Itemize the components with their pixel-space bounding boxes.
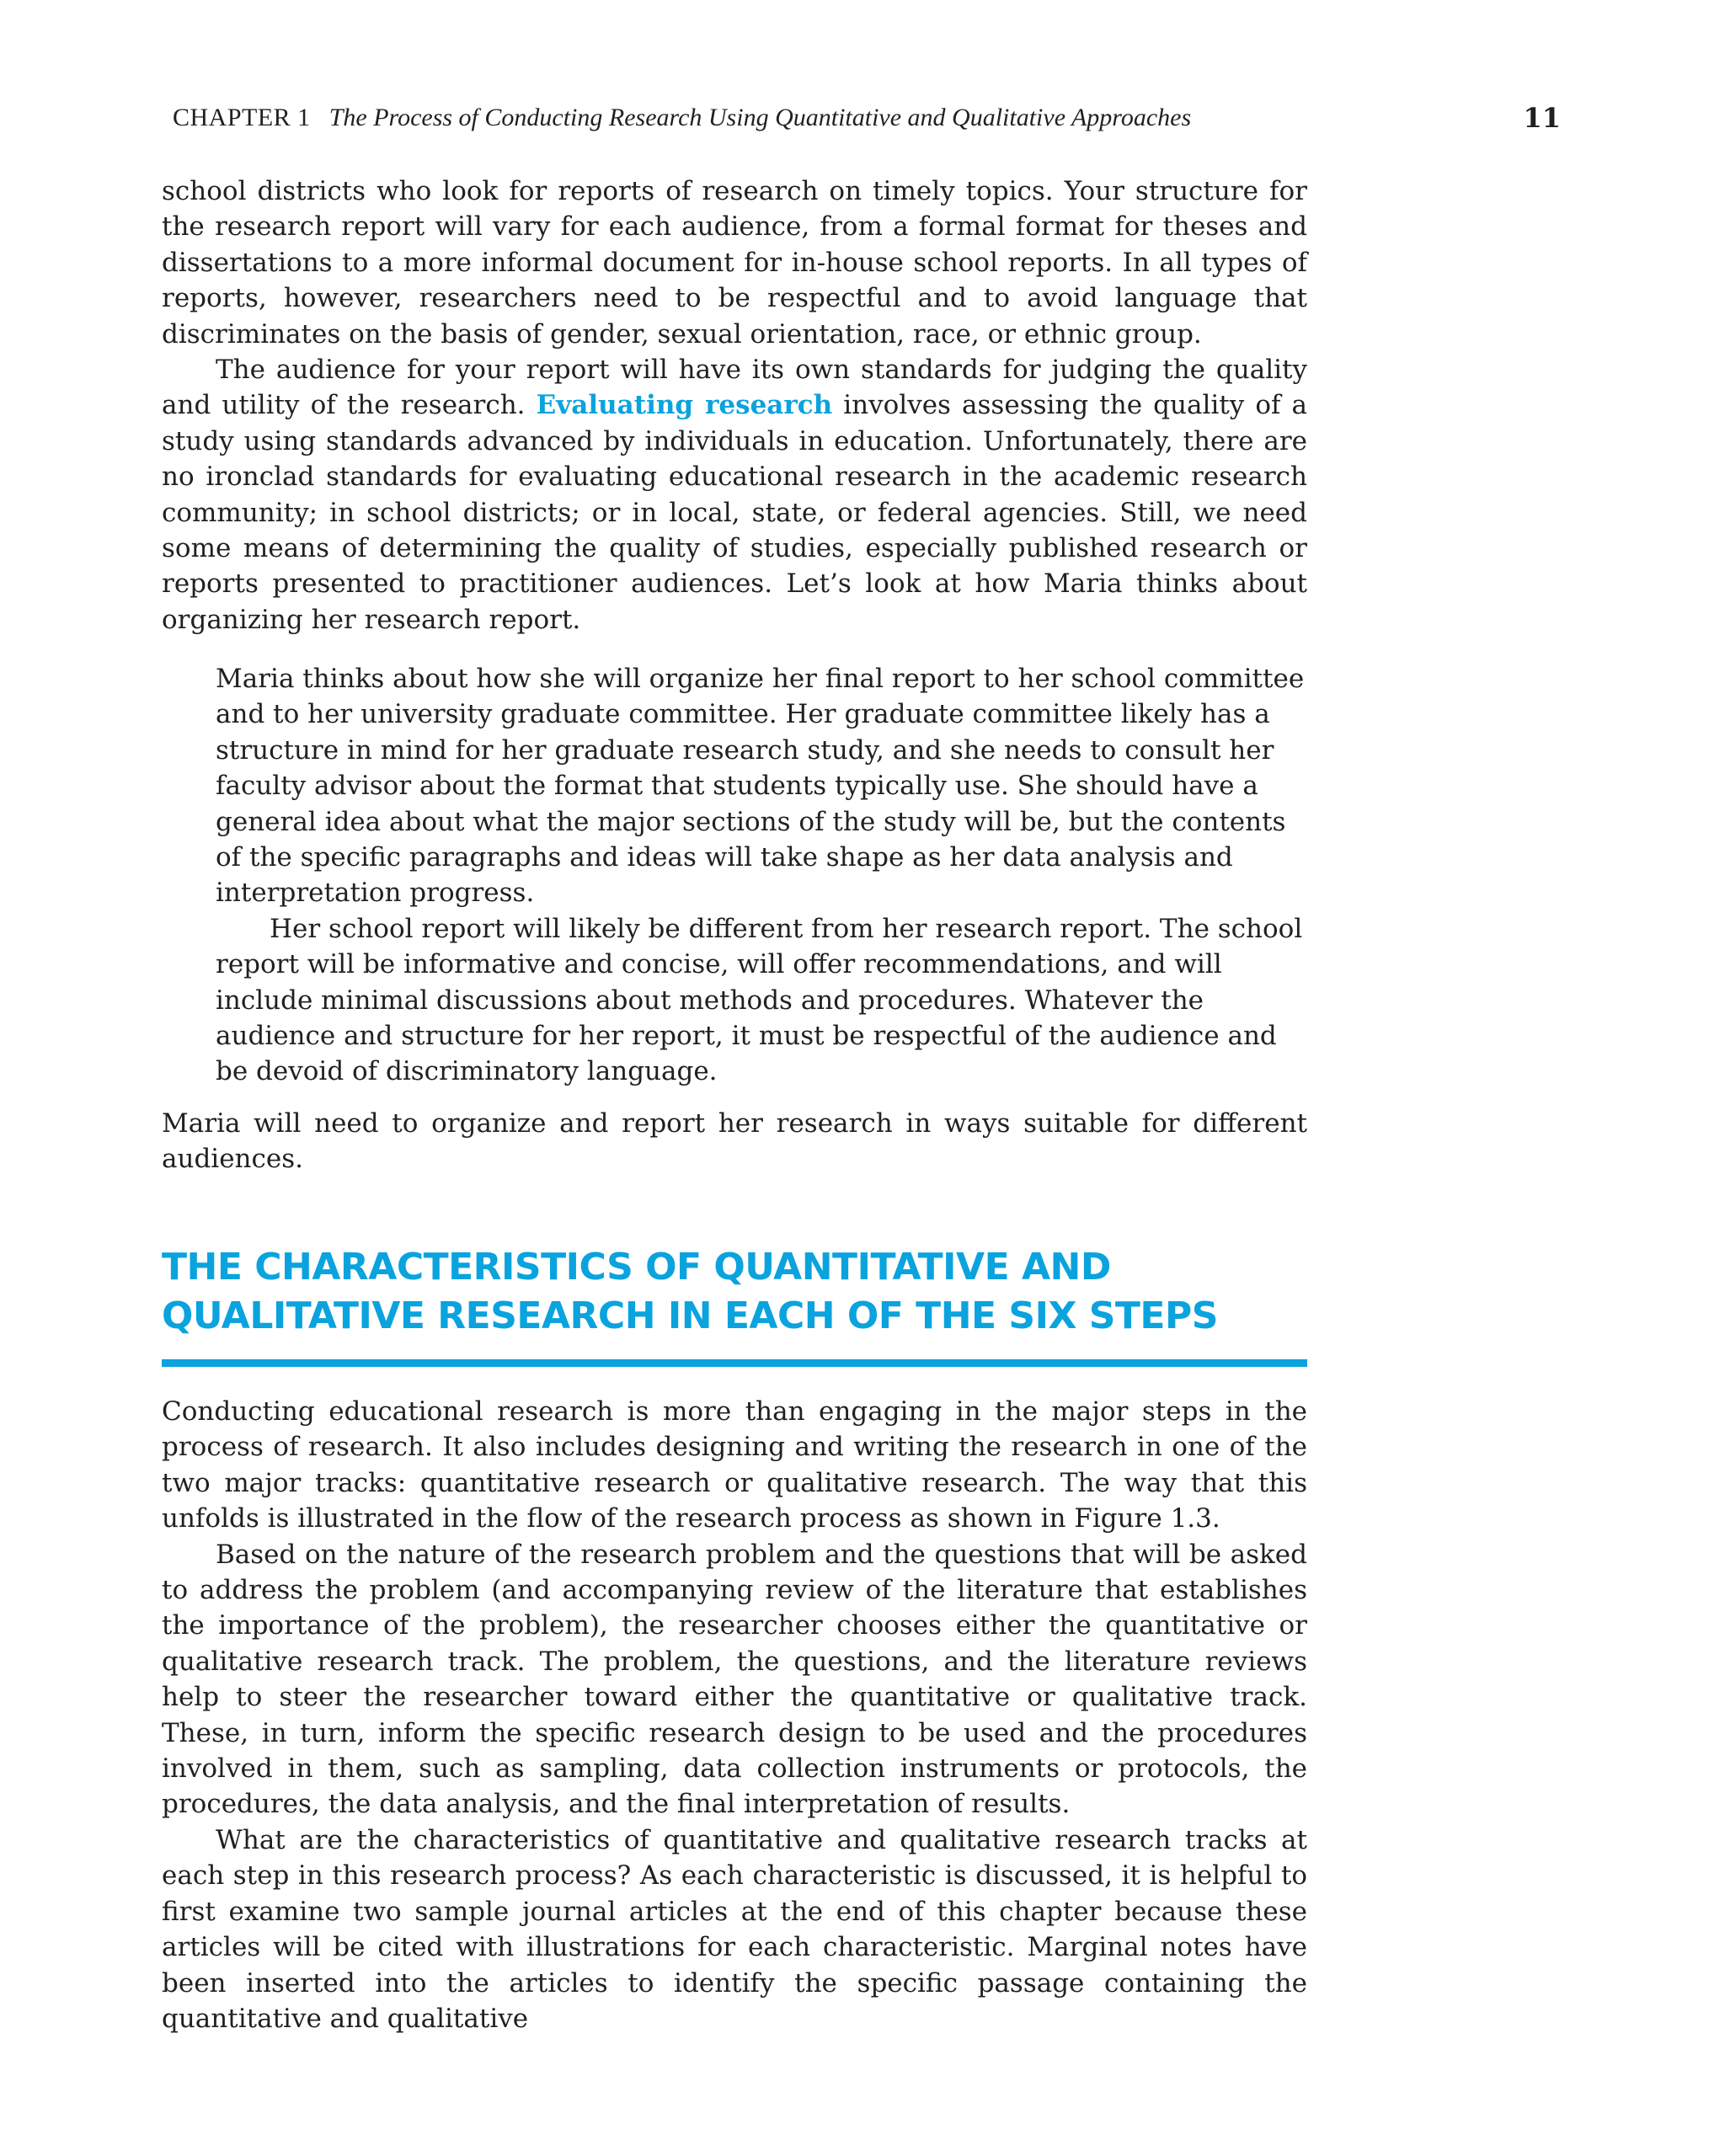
maria-vignette xyxy=(216,661,1307,1090)
vignette-paragraph: Maria thinks about how she will organize her final report to her school committee and to her university graduate committee. Her graduate committee likely has a structure in mind for her graduate research study, and she needs to consult her faculty advisor about the format that students typically use. She should have a general idea about what the major sections of the study will be, but the contents of the specific paragraphs and ideas will take shape as her data analysis and interpretation progress. xyxy=(216,664,1305,909)
running-head xyxy=(173,99,1561,136)
paragraph-evaluating-research xyxy=(162,352,1307,638)
vignette-paragraph: Her school report will likely be different from her research report. The school report will be informative and concise, will offer recommendations, and will include minimal discussions about methods and procedures. Whatever the audience and structure for her report, it must be respectful of the audience and be devoid of discriminatory language. xyxy=(216,913,1303,1087)
paragraph-text: The audience for your report will have its own standards for judging the quality and utility of the research. xyxy=(162,355,1307,421)
section-heading-line: QUALITATIVE RESEARCH IN EACH OF THE SIX STEPS xyxy=(162,1294,1218,1337)
chapter-title: The Process of Conducting Research Using Quantitative and Qualitative Approaches xyxy=(328,104,1192,131)
paragraph: Based on the nature of the research problem and the questions that will be asked to address the problem (and accompanying review of the literature that establishes the importance of the problem), the researcher chooses either the quantitative or qualitative research track. The problem, the questions, and the literature reviews help to steer the researcher toward either the quantitative or qualitative track. These, in turn, inform the specific research design to be used and the procedures involved in them, such as sampling, data collection instruments or protocols, the procedures, the data analysis, and the final interpretation of results. xyxy=(162,1539,1307,1820)
paragraph: school districts who look for reports of research on timely topics. Your structure for the research report will vary for each audience, from a formal format for theses and dissertations to a more informal document for in-house school reports. In all types of reports, however, researchers need to be respectful and to avoid language that discriminates on the basis of gender, sexual orientation, race, or ethnic group. xyxy=(162,176,1307,350)
text-block-characteristics xyxy=(162,1394,1307,2036)
paragraph: Conducting educational research is more than engaging in the major steps in the process of research. It also includes designing and writing the research in one of the two major tracks: quantitative research or qualitative research. The way that this unfolds is illustrated in the flow of the research process as shown in Figure 1.3. xyxy=(162,1396,1307,1534)
paragraph: Maria will need to organize and report her research in ways suitable for different audiences. xyxy=(162,1108,1307,1175)
section-divider xyxy=(162,1359,1307,1367)
page-number: 11 xyxy=(1523,102,1561,134)
text-block-summary xyxy=(162,1106,1307,1177)
paragraph-text: involves assessing the quality of a study using standards advanced by individuals in education. Unfortunately, there are no ironclad standards for evaluating educational research in the academic research community; in school districts; or in local, state, or federal agencies. Still, we need some means of determining the quality of studies, especially published research or reports presented to practitioner audiences. Let’s look at how Maria thinks about organizing her research report. xyxy=(162,390,1308,635)
paragraph: What are the characteristics of quantitative and qualitative research tracks at each step in this research process? As each characteristic is discussed, it is helpful to first examine two sample journal articles at the end of this chapter because these articles will be cited with illustrations for each characteristic. Marginal notes have been inserted into the articles to identify the specific passage containing the quantitative and qualitative xyxy=(162,1824,1307,2034)
text-block-audience xyxy=(162,173,1307,638)
chapter-label: CHAPTER 1 xyxy=(173,104,311,131)
key-term-evaluating-research: Evaluating research xyxy=(536,390,833,421)
section-heading xyxy=(162,1243,1307,1341)
section-heading-line: THE CHARACTERISTICS OF QUANTITATIVE AND xyxy=(162,1246,1111,1289)
